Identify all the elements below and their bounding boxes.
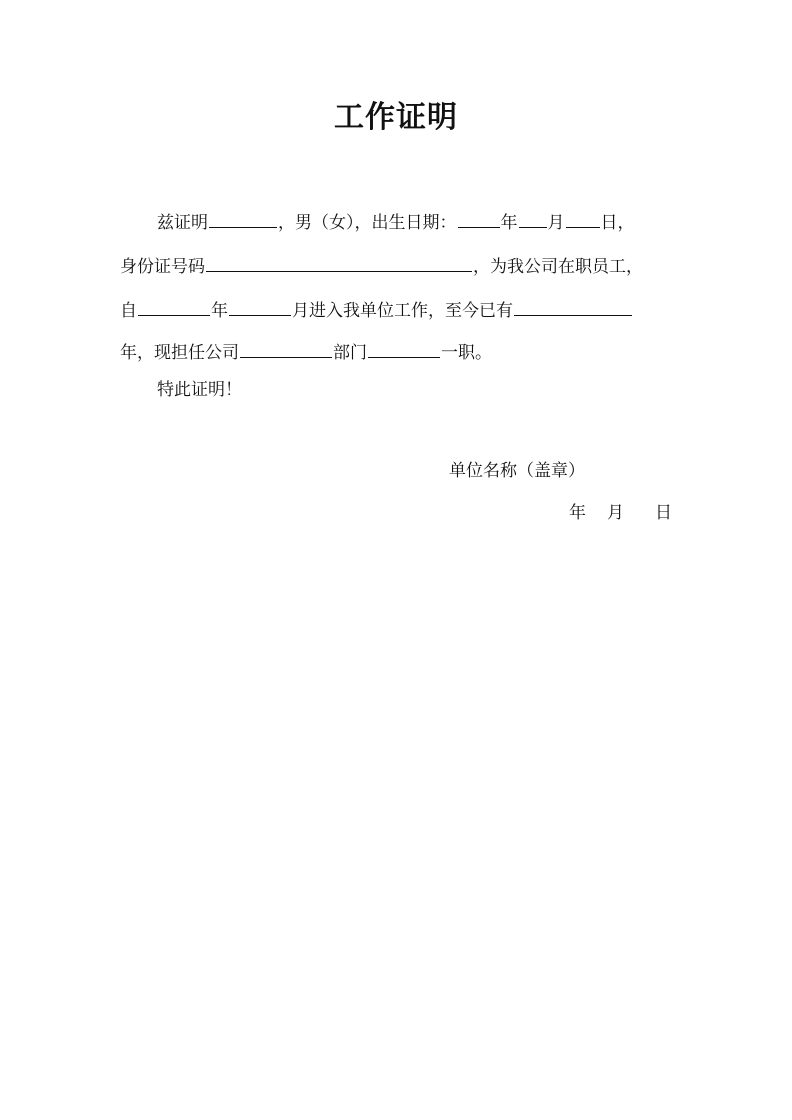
signature-day: 日 bbox=[655, 503, 672, 523]
blank-name[interactable] bbox=[209, 208, 277, 228]
text-month: 月 bbox=[547, 213, 565, 233]
signature-org: 单位名称（盖章） bbox=[449, 461, 585, 481]
blank-join-year[interactable] bbox=[138, 296, 210, 316]
text-job-title: 一职。 bbox=[441, 343, 492, 363]
body-line-3 bbox=[120, 296, 633, 320]
blank-id-number[interactable] bbox=[206, 252, 472, 272]
document-title: 工作证明 bbox=[334, 100, 458, 135]
signature-year: 年 bbox=[569, 503, 586, 523]
text-day: 日， bbox=[600, 213, 635, 233]
text-join-work: 月进入我单位工作，至今已有 bbox=[292, 301, 513, 321]
blank-birth-year[interactable] bbox=[458, 208, 500, 228]
text-id-number: 身份证号码 bbox=[120, 257, 205, 277]
body-line-1 bbox=[157, 208, 635, 232]
blank-birth-day[interactable] bbox=[566, 208, 600, 228]
text-gender-birth: ，男（女），出生日期： bbox=[278, 213, 457, 233]
signature-month: 月 bbox=[607, 503, 624, 523]
text-join-year: 年 bbox=[211, 301, 228, 321]
text-employee: ，为我公司在职员工， bbox=[473, 257, 643, 277]
blank-birth-month[interactable] bbox=[519, 208, 547, 228]
text-from: 自 bbox=[120, 301, 137, 321]
body-line-4 bbox=[120, 338, 492, 362]
text-position: 年，现担任公司 bbox=[120, 343, 239, 363]
blank-department[interactable] bbox=[240, 338, 332, 358]
blank-years-worked[interactable] bbox=[514, 296, 632, 316]
body-line-2 bbox=[120, 252, 643, 276]
body-line-5: 特此证明！ bbox=[157, 380, 242, 400]
text-certify: 兹证明 bbox=[157, 213, 208, 233]
blank-join-month[interactable] bbox=[229, 296, 291, 316]
text-department: 部门 bbox=[333, 343, 367, 363]
text-year: 年 bbox=[500, 213, 518, 233]
blank-job-title[interactable] bbox=[368, 338, 440, 358]
